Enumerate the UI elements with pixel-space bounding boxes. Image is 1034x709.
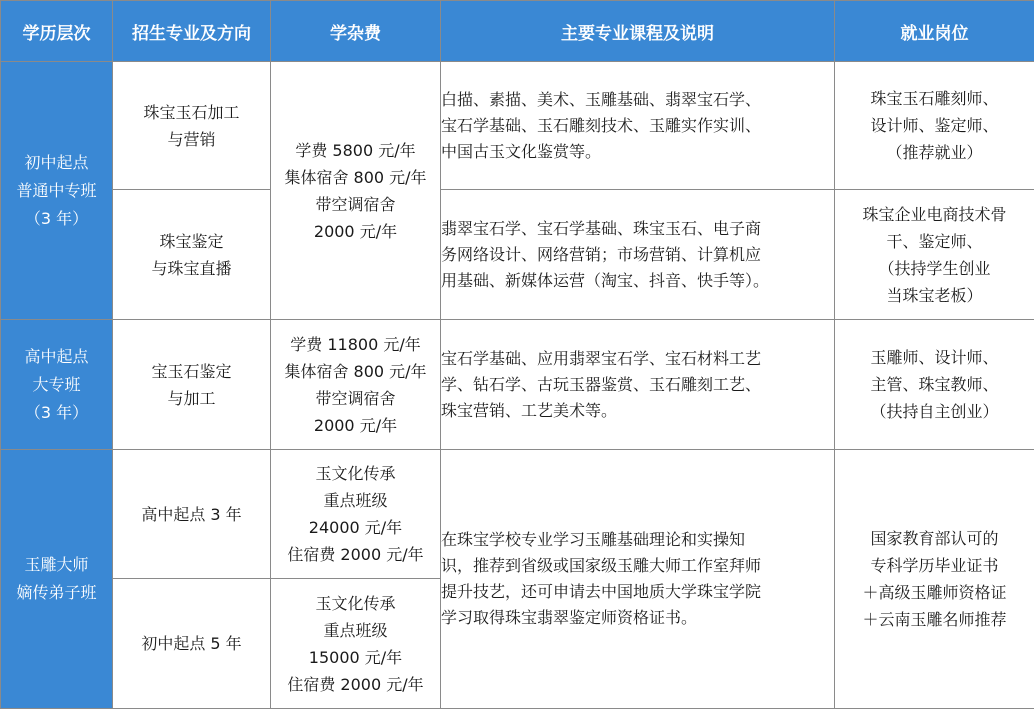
major-cell: 高中起点 3 年 (113, 450, 271, 579)
courses-cell: 翡翠宝石学、宝石学基础、珠宝玉石、电子商 务网络设计、网络营销；市场营销、计算机应 用基础、新媒体运营（淘宝、抖音、快手等）。 (441, 190, 835, 320)
header-row (1, 1, 1034, 62)
courses-cell: 在珠宝学校专业学习玉雕基础理论和实操知 识，推荐到省级或国家级玉雕大师工作室拜师 提升技艺，还可申请去中国地质大学珠宝学院 学习取得珠宝翡翠鉴定师资格证书。 (441, 450, 835, 709)
level-cell-college: 高中起点 大专班 （3 年） (1, 320, 113, 450)
header-major: 招生专业及方向 (113, 1, 271, 62)
table-row (1, 190, 1034, 320)
major-cell: 初中起点 5 年 (113, 579, 271, 709)
courses-cell: 白描、素描、美术、玉雕基础、翡翠宝石学、 宝石学基础、玉石雕刻技术、玉雕实作实训、 中国古玉文化鉴赏等。 (441, 62, 835, 190)
table-row (1, 320, 1034, 450)
jobs-cell: 国家教育部认可的 专科学历毕业证书 ＋高级玉雕师资格证 ＋云南玉雕名师推荐 (835, 450, 1034, 709)
major-cell: 珠宝鉴定 与珠宝直播 (113, 190, 271, 320)
fee-cell: 学费 5800 元/年 集体宿舍 800 元/年 带空调宿舍 2000 元/年 (271, 62, 441, 320)
table-row (1, 62, 1034, 190)
header-level: 学历层次 (1, 1, 113, 62)
courses-cell: 宝石学基础、应用翡翠宝石学、宝石材料工艺 学、钻石学、古玩玉器鉴赏、玉石雕刻工艺、 珠宝营销、工艺美术等。 (441, 320, 835, 450)
header-fee: 学杂费 (271, 1, 441, 62)
jobs-cell: 珠宝企业电商技术骨 干、鉴定师、 （扶持学生创业 当珠宝老板） (835, 190, 1034, 320)
fee-cell: 玉文化传承 重点班级 24000 元/年 住宿费 2000 元/年 (271, 450, 441, 579)
fee-cell: 玉文化传承 重点班级 15000 元/年 住宿费 2000 元/年 (271, 579, 441, 709)
fee-cell: 学费 11800 元/年 集体宿舍 800 元/年 带空调宿舍 2000 元/年 (271, 320, 441, 450)
table-row (1, 450, 1034, 579)
jobs-cell: 玉雕师、设计师、 主管、珠宝教师、 （扶持自主创业） (835, 320, 1034, 450)
header-courses: 主要专业课程及说明 (441, 1, 835, 62)
major-cell: 珠宝玉石加工 与营销 (113, 62, 271, 190)
header-jobs: 就业岗位 (835, 1, 1034, 62)
jobs-cell: 珠宝玉石雕刻师、 设计师、鉴定师、 （推荐就业） (835, 62, 1034, 190)
major-cell: 宝玉石鉴定 与加工 (113, 320, 271, 450)
level-cell-master: 玉雕大师 嫡传弟子班 (1, 450, 113, 709)
level-cell-secondary: 初中起点 普通中专班 （3 年） (1, 62, 113, 320)
